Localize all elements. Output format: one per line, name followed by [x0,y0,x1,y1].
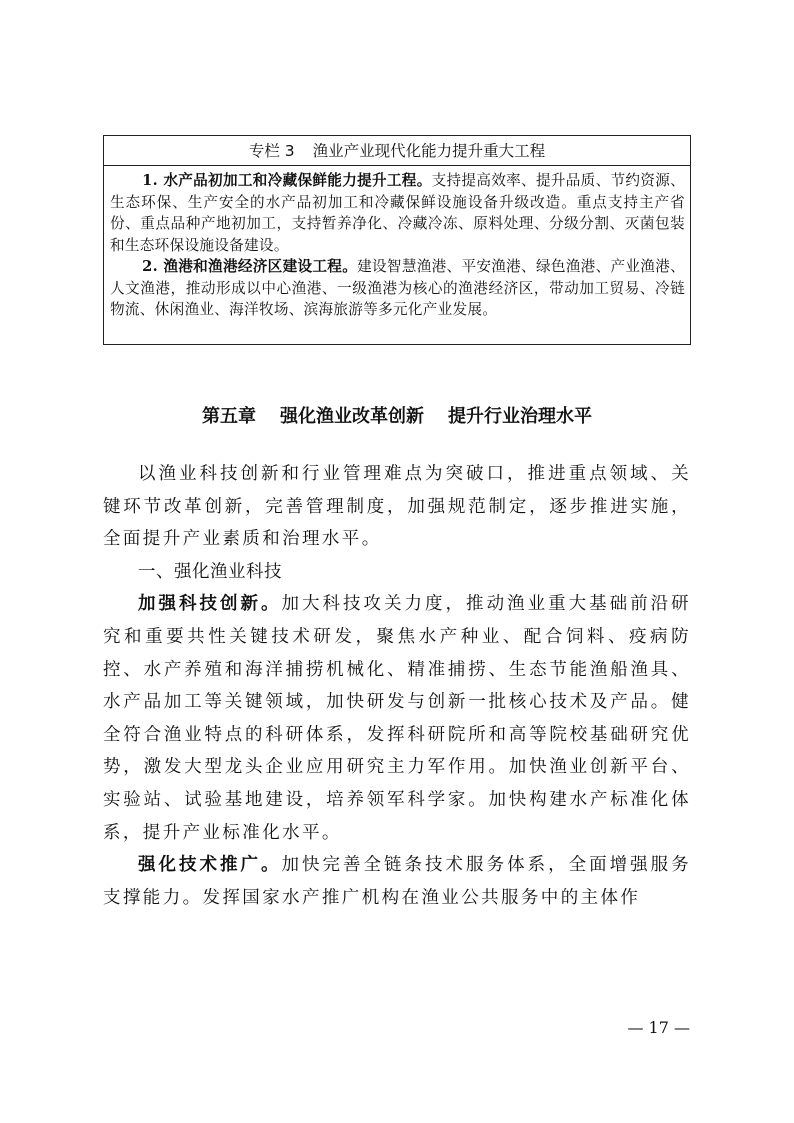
box-body [104,166,690,321]
paragraph-tech-promotion-body: 加快完善全链条技术服务体系，全面增强服务支撑能力。发挥国家水产推广机构在渔业公共服务中的主体作 [103,855,691,908]
paragraph-tech-innovation-head: 加强科技创新。 [138,594,282,615]
box-title-text: 渔业产业现代化能力提升重大工程 [312,142,546,160]
project-column-box [103,135,691,345]
box-item-1-head: 1. 水产品初加工和冷藏保鲜能力提升工程。 [142,172,432,189]
box-item-2-head: 2. 渔港和渔港经济区建设工程。 [142,258,358,275]
intro-paragraph: 以渔业科技创新和行业管理难点为突破口，推进重点领域、关键环节改革创新，完善管理制度，加强规范制定，逐步推进实施，全面提升产业素质和治理水平。 [103,464,691,550]
paragraph-tech-innovation-body: 加大科技攻关力度，推动渔业重大基础前沿研究和重要共性关键技术研发，聚焦水产种业、配合饲料、疫病防控、水产养殖和海洋捕捞机械化、精准捕捞、生态节能渔船渔具、水产品加工等关键领域，加快研发与创新一批核心技术及产品。健全符合渔业特点的科研体系，发挥科研院所和高等院校基础研究优势，激发大型龙头企业应用研究主力军作用。加快渔业创新平台、实验站、试验基地建设，培养领军科学家。加快构建水产标准化体系，提升产业标准化水平。 [103,594,691,843]
paragraph-tech-promotion [103,849,691,914]
box-item-1-body: 支持提高效率、提升品质、节约资源、生态环保、生产安全的水产品初加工和冷藏保鲜设施设备升级改造。重点支持主产省份、重点品种产地初加工，支持暂养净化、冷藏冷冻、原料处理、分级分割、灭菌包装和生态环保设施设备建设。 [110,172,685,254]
paragraph-tech-innovation [103,588,691,849]
box-item-2-body: 建设智慧渔港、平安渔港、绿色渔港、产业渔港、人文渔港，推动形成以中心渔港、一级渔港为核心的渔港经济区，带动加工贸易、冷链物流、休闲渔业、海洋牧场、滨海旅游等多元化产业发展。 [110,258,685,318]
box-item-2 [110,256,685,321]
chapter-heading [103,404,691,430]
chapter-title-part-1: 强化渔业改革创新 [280,406,424,427]
box-title-label: 专栏 3 [248,142,295,160]
box-title [104,136,690,166]
chapter-title-part-2: 提升行业治理水平 [448,406,592,427]
section-heading: 一、强化渔业科技 [138,561,282,582]
page-number: — 17 — [627,1018,690,1037]
chapter-number: 第五章 [202,406,256,427]
main-content [103,458,691,914]
paragraph-tech-promotion-head: 强化技术推广。 [138,855,282,876]
box-item-1 [110,170,685,256]
